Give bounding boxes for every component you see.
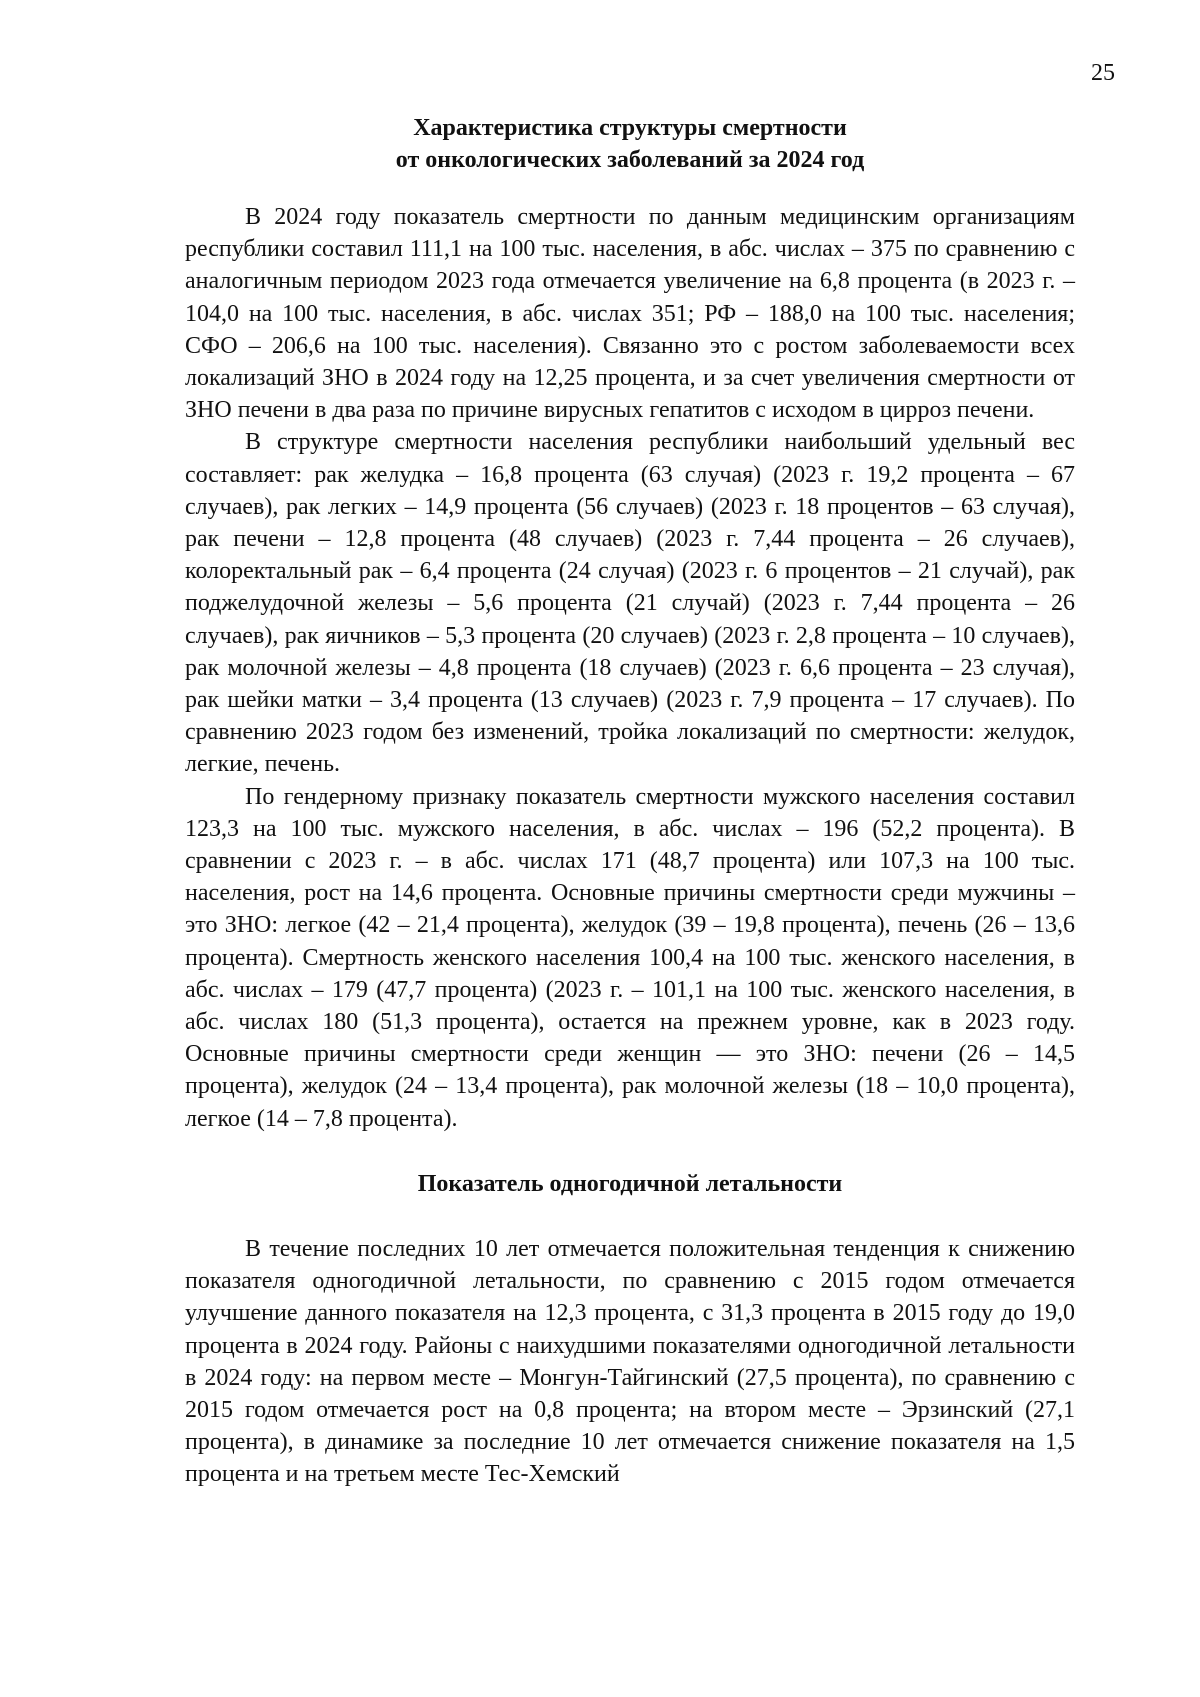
section-title-mortality-structure (185, 112, 1075, 176)
paragraph-mortality-rate: В 2024 году показатель смертности по данным медицинским организациям республики составил 111,1 на 100 тыс. населения, в абс. числах – 375 по сравнению с аналогичным периодом 2023 года отмечается увеличение на 6,8 процента (в 2023 г. – 104,0 на 100 тыс. населения, в абс. числах 351; РФ – 188,0 на 100 тыс. населения; СФО – 206,6 на 100 тыс. населения). Связанно это с ростом заболеваемости всех локализаций ЗНО в 2024 году на 12,25 процента, и за счет увеличения смертности от ЗНО печени в два раза по причине вирусных гепатитов с исходом в цирроз печени. (185, 204, 1075, 424)
paragraph-gender-mortality: По гендерному признаку показатель смертности мужского населения составил 123,3 на 100 тыс. мужского населения, в абс. числах – 196 (52,2 процента). В сравнении с 2023 г. – в абс. числах 171 (48,7 процента) или 107,3 на 100 тыс. населения, рост на 14,6 процента. Основные причины смертности среди мужчины – это ЗНО: легкое (42 – 21,4 процента), желудок (39 – 19,8 процента), печень (26 – 13,6 процента). Смертность женского населения 100,4 на 100 тыс. женского населения, в абс. числах – 179 (47,7 процента) (2023 г. – 101,1 на 100 тыс. женского населения, в абс. числах 180 (51,3 процента), остается на прежнем уровне, как в 2023 году. Основные причины смертности среди женщин — это ЗНО: печени (26 – 14,5 процента), желудок (24 – 13,4 процента), рак молочной железы (18 – 10,0 процента), легкое (14 – 7,8 процента). (185, 783, 1075, 1132)
page-content (185, 112, 1075, 1491)
section-title-line-1: Характеристика структуры смертности (413, 115, 847, 141)
section-title-line-2: от онкологических заболеваний за 2024 год (395, 147, 865, 173)
paragraph-mortality-structure: В структуре смертности населения республики наибольший удельный вес составляет: рак желудка – 16,8 процента (63 случая) (2023 г. 19,2 процента – 67 случаев), рак легких – 14,9 процента (56 случаев) (2023 г. 18 процентов – 63 случая), рак печени – 12,8 процента (48 случаев) (2023 г. 7,44 процента – 26 случаев), колоректальный рак – 6,4 процента (24 случая) (2023 г. 6 процентов – 21 случай), рак поджелудочной железы – 5,6 процента (21 случай) (2023 г. 7,44 процента – 26 случаев), рак яичников – 5,3 процента (20 случаев) (2023 г. 2,8 процента – 10 случаев), рак молочной железы – 4,8 процента (18 случаев) (2023 г. 6,6 процента – 23 случая), рак шейки матки – 3,4 процента (13 случаев) (2023 г. 7,9 процента – 17 случаев). По сравнению 2023 годом без изменений, тройка локализаций по смертности: желудок, легкие, печень. (185, 429, 1075, 778)
page-number: 25 (1091, 60, 1115, 86)
section-title-one-year-lethality: Показатель одногодичной летальности (417, 1170, 843, 1197)
paragraph-one-year-lethality: В течение последних 10 лет отмечается положительная тенденция к снижению показателя одногодичной летальности, по сравнению с 2015 годом отмечается улучшение данного показателя на 12,3 процента, с 31,3 процента в 2015 году до 19,0 процента в 2024 году. Районы с наихудшими показателями одногодичной летальности в 2024 году: на первом месте – Монгун-Тайгинский (27,5 процента), по сравнению с 2015 годом отмечается рост на 0,8 процента; на втором месте – Эрзинский (27,1 процента), в динамике за последние 10 лет отмечается снижение показателя на 1,5 процента и на третьем месте Тес-Хемский (185, 1235, 1075, 1488)
